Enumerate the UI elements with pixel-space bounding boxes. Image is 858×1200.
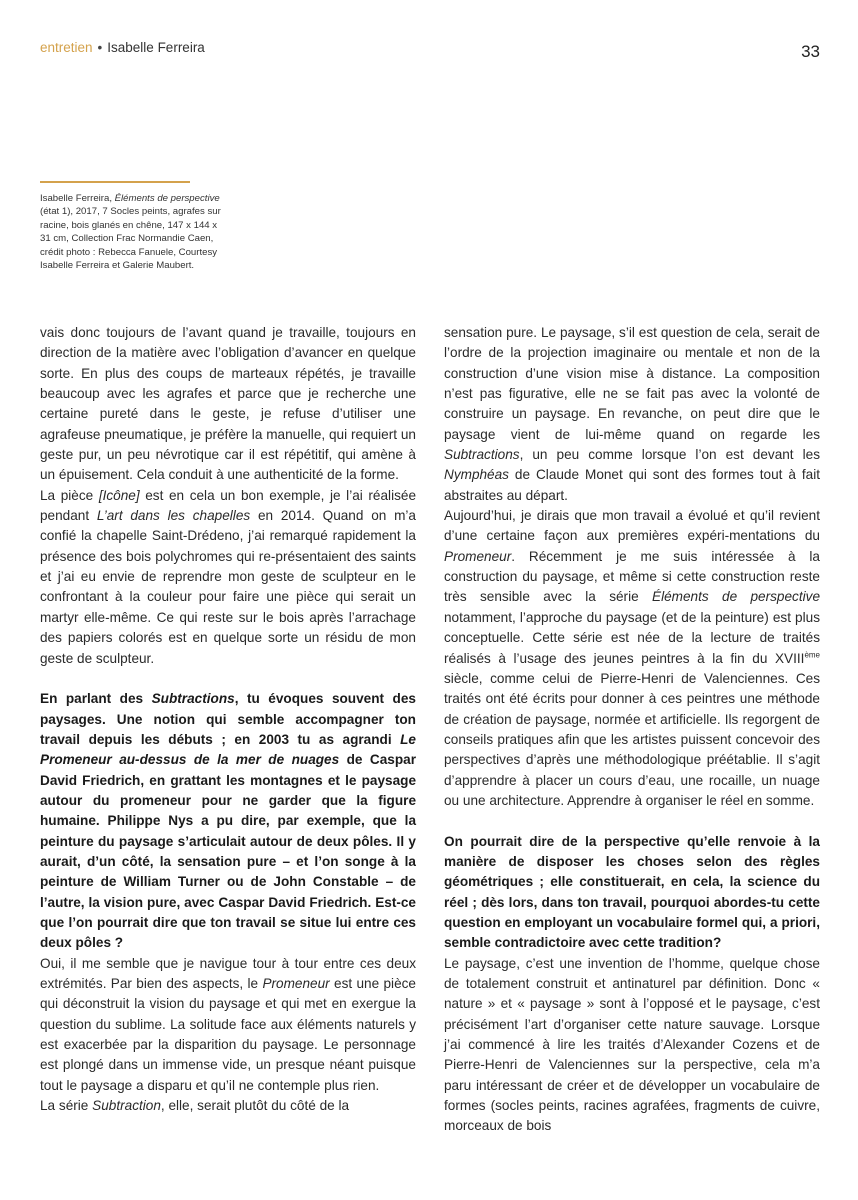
text-run: , tu évoques souvent des paysages. Une notion qui semble accompagner ton travail depuis les débuts ; en 2003 tu as agrandi [40,691,416,747]
interview-question [40,689,416,953]
text-run: de Caspar David Friedrich, en grattant les montagnes et le paysage autour du promeneur pour ne garder que la figure humaine. Philippe Nys a pu dire, par exemple, que la peinture du paysage s’articulait autour de deux pôles. Il y aurait, d’un côté, la sensation pure – et l’on songe à la peinture de William Turner ou de John Constable – de l’autre, la vision pure, avec Caspar David Friedrich. Est-ce que l’on pourrait dire que ton travail se situe lui entre ces deux pôles ? [40,752,417,951]
paragraph [40,1096,416,1116]
event-title: L’art dans les chapelles [96,508,251,524]
image-caption [40,192,225,272]
text-run: Le paysage, c’est une invention de l’homme, quelque chose de totalement construit et antinaturel par définition. Donc « nature » et « paysage » sont à l’opposé et le paysage, c’est précisément l’art d’organiser cette nature sauvage. Lorsque j’ai commencé à lire les traités d’Alexander Cozens et de Pierre-Henri de Valenciennes sur la perspective, cela m’a paru intéressant de créer et de développer un vocabulaire de formes (socles peints, racines agrafées, fragments de cuivre, morceaux de bois [444,955,820,1134]
work-title: Éléments de perspective [652,589,820,605]
text-run: . Récemment je me suis intéressée à la construction du paysage, et même si cette construction reste très sensible avec la série [444,548,820,605]
text-run: vais donc toujours de l’avant quand je travaille, toujours en direction de la matière avec l’obligation d’avancer en quelque sorte. En plus des coups de marteaux répétés, je travaille beaucoup avec les agrafes et parce que je recherche une certaine pureté dans le geste, je refuse d’utiliser une agrafeuse pneumatique, je préfère la manuelle, qui requiert un geste pur, un peu névrotique car il est répétitif, qui amène à un épuisement. Cela conduit à une authenticité de la forme. [40,325,416,483]
work-title: Nymphéas [444,467,509,483]
caption-artist: Isabelle Ferreira, [40,193,115,204]
caption-title: Éléments de perspective [114,193,220,204]
paragraph-gap [40,669,416,689]
work-title: Le Promeneur au-dessus de la mer de nuages [40,731,416,768]
text-run: Aujourd’hui, je dirais que mon travail a évolué et qu’il revient d’une certaine façon aux premières expéri-mentations du [444,508,820,544]
work-title: Subtractions [444,447,520,463]
text-run: sensation pure. Le paysage, s’il est question de cela, serait de l’ordre de la projection imaginaire ou mentale et non de la construction d’une vision mise à distance. La composition n’est pas figurative, elle ne se fait pas avec la volonté de construire un paysage. En revanche, on peut dire que le paysage vient de lui-même quand on regarde les [444,325,820,442]
work-title: Subtraction [92,1098,161,1114]
interview-question [444,832,820,954]
text-run: siècle, comme celui de Pierre-Henri de Valenciennes. Ces traités ont été écrits pour donner à ces peintres une méthode de création de paysage, normée et artificielle. Ils regorgent de conseils pratiques afin que les artistes puissent concevoir des perspectives d’après une méthodologique préétablie. Il s’agit d’apprendre à placer un cours d’eau, une rocaille, un nuage ou une architecture. Apprendre à organiser le réel en somme. [444,670,820,808]
text-run: La série [40,1098,93,1114]
work-title: Promeneur [262,976,330,991]
running-header [40,40,205,55]
text-run: On pourrait dire de la perspective qu’elle renvoie à la manière de disposer les choses selon des règles géométriques ; elle constituerait, en cela, la science du réel ; dès lors, dans ton travail, pourquoi abordes-tu cette question en employant un vocabulaire formel qui, a priori, semble contradictoire avec cette tradition? [444,833,820,951]
text-run: en 2014. Quand on m’a confié la chapelle Saint-Drédeno, j’ai remarqué rapidement la présence des bois polychromes qui re-présentaient des saints et j’ai eu envie de reprendre mon geste de sculpteur en le confrontant à la couleur pour faire une pièce qui serait un martyr elle-même. Ce qui reste sur le bois après l’arrachage des papiers colorés est en quelque sorte un résidu de mon geste de sculpteur. [40,508,416,666]
right-column [444,323,820,1137]
work-title: Subtractions [151,691,235,707]
text-run: de Claude Monet qui sont des formes tout à fait abstraites au départ. [444,467,820,503]
paragraph [444,323,820,506]
left-column [40,323,416,1116]
caption-rule [40,181,190,183]
work-title: Promeneur [444,548,512,564]
caption-details: (état 1), 2017, 7 Socles peints, agrafes sur racine, bois glanés en chêne, 147 x 144 x 31 cm, Collection Frac Normandie Caen, crédit photo : Rebecca Fanuele, Courtesy Isabelle Ferreira et Galerie Maubert. [40,206,221,272]
paragraph [40,323,416,486]
text-run: En parlant des [40,691,152,707]
section-label: entretien [40,40,93,55]
header-author: Isabelle Ferreira [107,40,205,55]
work-title: [Icône] [98,487,140,503]
text-run: , un peu comme lorsque l’on est devant les [519,447,820,463]
page-number: 33 [801,42,820,61]
paragraph [40,486,416,669]
header-separator: • [97,40,103,55]
text-run: , elle, serait plutôt du côté de la [160,1098,350,1114]
text-run: est une pièce qui déconstruit la vision du paysage et qui met en exergue la question du sublime. La solitude face aux éléments naturels y est exacerbée par la disparition du paysage. Le personnage est plongé dans un immense vide, un presque néant puisque tout le paysage a disparu et qu’il ne contemple plus rien. [40,976,416,1093]
paragraph-gap [444,811,820,831]
superscript: ème [804,649,820,659]
text-run: notamment, l’approche du paysage (et de la peinture) est plus conceptuelle. Cette série est née de la lecture de traités réalisés à l’usage des jeunes peintres à la fin du XVIII [444,609,820,666]
text-run: La pièce [40,487,99,503]
paragraph [444,506,820,811]
paragraph [40,954,416,1096]
text-run: Oui, il me semble que je navigue tour à tour entre ces deux extrémités. Par bien des aspects, le [40,955,416,991]
text-run: est en cela un bon exemple, je l’ai réalisée pendant [40,487,417,524]
paragraph [444,954,820,1137]
